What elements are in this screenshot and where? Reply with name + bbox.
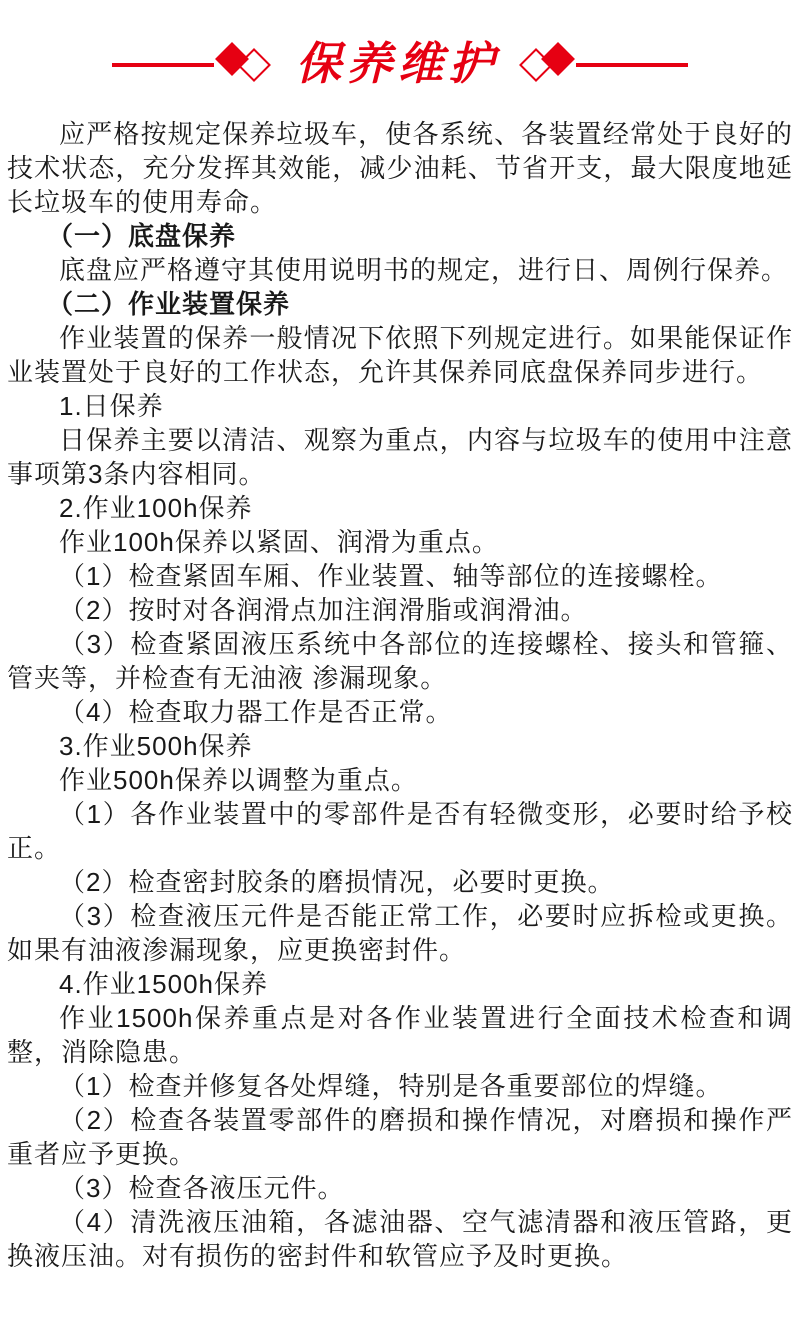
page-title: 保养维护 [295, 37, 500, 89]
section-title-banner [0, 28, 800, 102]
paragraph: 3.作业500h保养 [59, 731, 253, 761]
paragraph: （1）各作业装置中的零部件是否有轻微变形，必要时给予校正。 [7, 799, 793, 863]
paragraph: 2.作业100h保养 [59, 493, 253, 523]
paragraph: （2）检查各装置零部件的磨损和操作情况，对磨损和操作严重者应予更换。 [7, 1105, 793, 1169]
section-heading: （二）作业装置保养 [47, 289, 291, 319]
diamond-decoration-right [516, 40, 576, 90]
paragraph: 底盘应严格遵守其使用说明书的规定，进行日、周例行保养。 [59, 255, 789, 285]
paragraph: （4）清洗液压油箱，各滤油器、空气滤清器和液压管路，更换液压油。对有损伤的密封件和软管应予及时更换。 [7, 1207, 793, 1271]
paragraph: 1.日保养 [59, 391, 164, 421]
paragraph: （3）检查液压元件是否能正常工作，必要时应拆检或更换。如果有油液渗漏现象，应更换密封件。 [7, 901, 793, 965]
document-body [0, 102, 800, 1273]
paragraph: 作业1500h保养重点是对各作业装置进行全面技术检查和调整，消除隐患。 [7, 1003, 793, 1067]
diamond-decoration-left [214, 40, 274, 90]
paragraph: 日保养主要以清洁、观察为重点，内容与垃圾车的使用中注意事项第3条内容相同。 [7, 425, 793, 489]
paragraph: 作业装置的保养一般情况下依照下列规定进行。如果能保证作业装置处于良好的工作状态，允许其保养同底盘保养同步进行。 [7, 323, 793, 387]
paragraph: （2）按时对各润滑点加注润滑脂或润滑油。 [59, 595, 588, 625]
section-heading: （一）底盘保养 [47, 221, 237, 251]
paragraph: （1）检查并修复各处焊缝，特别是各重要部位的焊缝。 [59, 1071, 723, 1101]
paragraph: （1）检查紧固车厢、作业装置、轴等部位的连接螺栓。 [59, 561, 723, 591]
paragraph: 应严格按规定保养垃圾车，使各系统、各装置经常处于良好的技术状态，充分发挥其效能，减少油耗、节省开支，最大限度地延长垃圾车的使用寿命。 [7, 119, 793, 217]
paragraph: 4.作业1500h保养 [59, 969, 268, 999]
paragraph: （3）检查紧固液压系统中各部位的连接螺栓、接头和管箍、管夹等，并检查有无油液 渗漏现象。 [7, 629, 793, 693]
paragraph: 作业100h保养以紧固、润滑为重点。 [59, 527, 499, 557]
paragraph: （3）检查各液压元件。 [59, 1173, 345, 1203]
title-rule-right [576, 63, 688, 67]
paragraph: （4）检查取力器工作是否正常。 [59, 697, 453, 727]
title-rule-left [112, 63, 214, 67]
paragraph: （2）检查密封胶条的磨损情况，必要时更换。 [59, 867, 615, 897]
paragraph: 作业500h保养以调整为重点。 [59, 765, 418, 795]
